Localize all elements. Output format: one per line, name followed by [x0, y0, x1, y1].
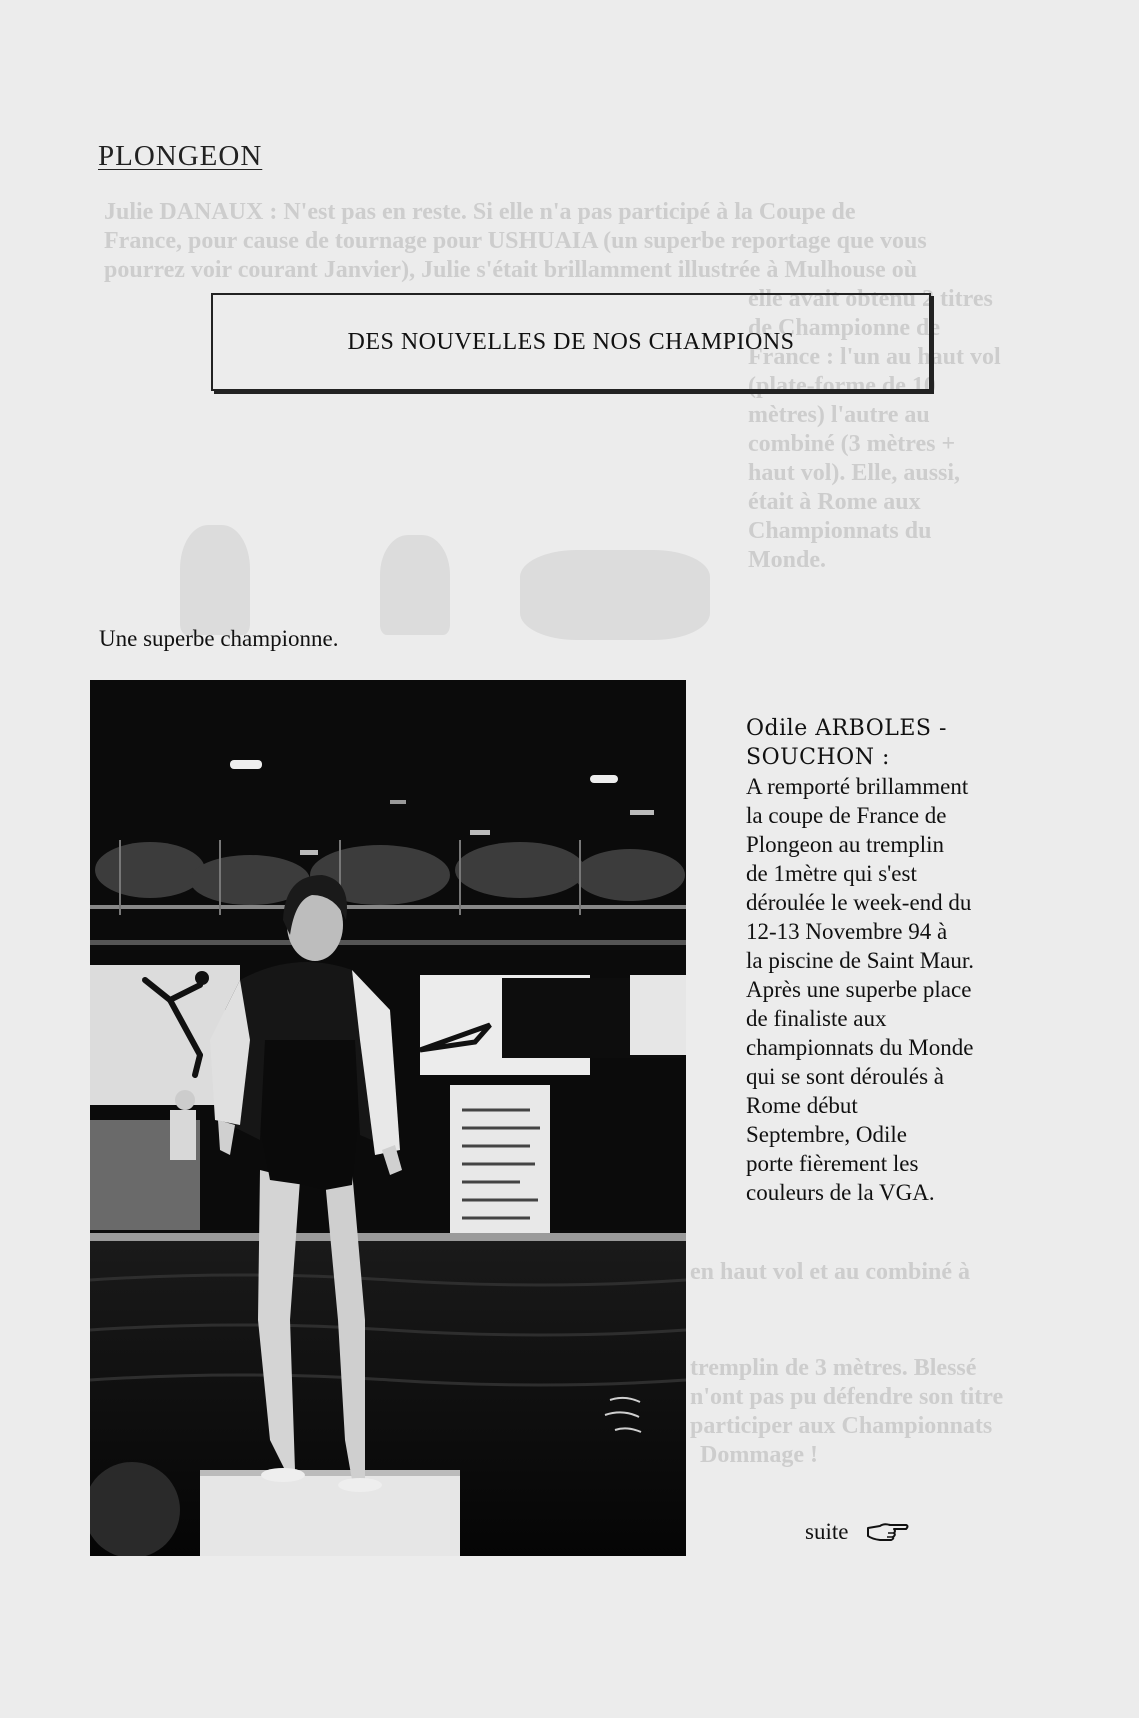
photo-diver-podium: [90, 680, 686, 1556]
article-body: A remporté brillamment la coupe de France de Plongeon au tremplin de 1mètre qui s'est déroulée le week-end du 12-13 Novembre 94 à la piscine de Saint Maur. Après une superbe place de finaliste aux championnats du Monde qui se sont déroulés à Rome début Septembre, Odile porte fièrement les couleurs de la VGA.: [746, 774, 975, 1205]
article-name-line2: SOUCHON :: [746, 745, 890, 770]
pointing-hand-icon: [866, 1520, 910, 1544]
headline-text: DES NOUVELLES DE NOS CHAMPIONS: [347, 328, 795, 355]
headline-box: [211, 293, 931, 391]
article: [746, 714, 1066, 1207]
article-name-line1: Odile ARBOLES -: [746, 716, 947, 741]
photo-caption: Une superbe championne.: [99, 626, 339, 651]
page: Julie DANAUX : N'est pas en reste. Si elle n'a pas participé à la Coupe de France, pour cause de tournage pour USHUAIA (un superbe reportage que vous pourrez voir courant Janvier), Julie s'était brillamment illustrée à Mulhouse où elle avait obtenu 2 titres de Championne de France : l'un au haut vol (plate-forme de 10 mètres) l'autre au combiné (3 mètres + haut vol). Elle, aussi, était à Rome aux Championnats du Monde. en haut vol et au combiné à tremplin de 3 mètres. Blessé n'ont pas pu défendre son titre participer aux Championnats Dommage ! PLONGEON DES NOUVELLES DE NOS CHAMPIONS Une superbe championne. Odile ARBOLES - SOUCHON : A remporté brillamment la coupe de France de Plongeon au tremplin de 1mètre qui s'est déroulée le week-end du 12-13 Novembre 94 à la piscine de Saint Maur. Après une superbe place de finaliste aux championnats du Monde qui se sont déroulés à Rome début Septembre, Odile porte fièrement les couleurs de la VGA. suite: [0, 0, 1139, 1718]
section-title: PLONGEON: [98, 140, 263, 172]
suite-label: suite: [805, 1519, 849, 1544]
photo-illustration: [90, 680, 686, 1556]
continuation-note[interactable]: [805, 1519, 910, 1545]
